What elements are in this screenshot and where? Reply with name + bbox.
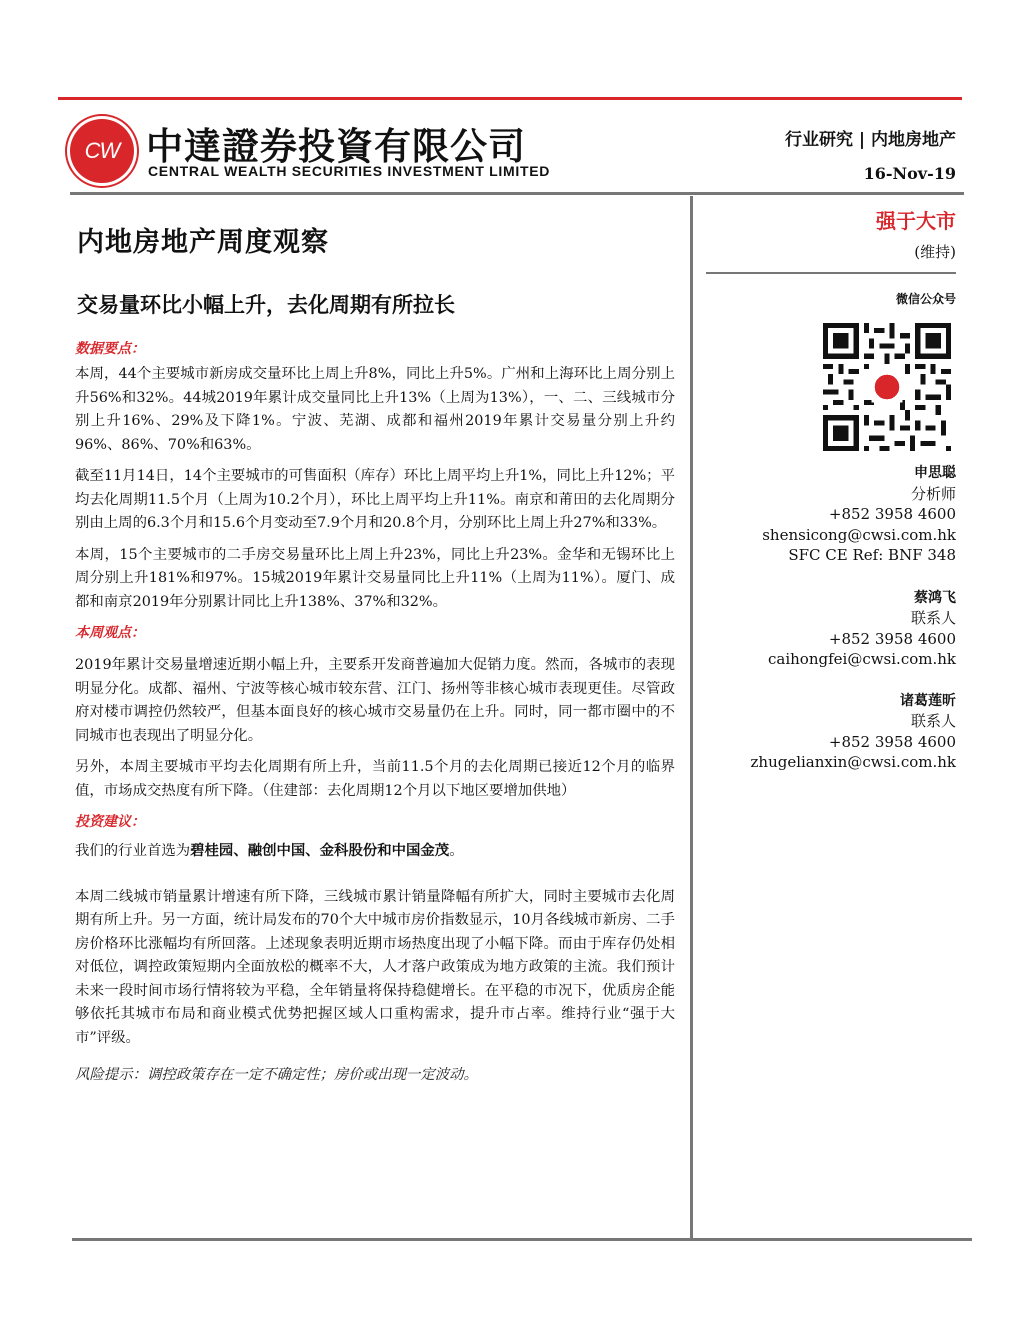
sidebar-divider: [706, 272, 956, 274]
contact-role: 分析师: [910, 484, 956, 503]
advice-heading: 投资建议：: [75, 814, 145, 830]
contact-name: 诸葛莲昕: [900, 692, 956, 709]
company-name-en: CENTRAL WEALTH SECURITIES INVESTMENT LIMITED: [148, 163, 551, 179]
advice-intro: [75, 839, 675, 864]
view-heading: 本周观点：: [75, 625, 145, 641]
report-title: 内地房地产周度观察: [77, 227, 329, 258]
rating-note: (维持): [914, 243, 956, 261]
contact-role: 联系人: [910, 609, 956, 627]
contact-phone: +852 3958 4600: [828, 505, 956, 523]
company-name-cn: 中達證券投資有限公司: [146, 125, 526, 168]
contact-card: [706, 691, 956, 773]
wechat-qr-code[interactable]: [823, 323, 951, 451]
rating-label: 强于大市: [876, 209, 956, 233]
header-divider: [70, 192, 964, 195]
logo-text: CW: [84, 138, 120, 163]
column-divider: [690, 196, 693, 1240]
contact-name: 申思聪: [914, 465, 956, 481]
contact-phone: +852 3958 4600: [828, 732, 956, 751]
data-paragraph-1: 本周，44个主要城市新房成交量环比上周上升8%，同比上升5%。广州和上海环比上周分别上升56%和32%。44城2019年累计成交量同比上升13%（上周为13%），一、二、三线城市分别上升16%、29%及下降1%。宁波、芜湖、成都和福州2019年累计交易量分别上升约96%、86%、70%和63%。: [75, 366, 675, 453]
top-picks: 碧桂园、融创中国、金科股份和中国金茂: [190, 842, 450, 859]
report-subtitle: 交易量环比小幅上升，去化周期有所拉长: [77, 293, 455, 317]
advice-intro-prefix: 我们的行业首选为: [75, 843, 191, 859]
report-date: 16-Nov-19: [863, 164, 956, 183]
main-column: [75, 210, 675, 1084]
contact-license: SFC CE Ref: BNF 348: [788, 546, 956, 564]
data-paragraph-2: 截至11月14日，14个主要城市的可售面积（库存）环比上周平均上升1%，同比上升12%；平均去化周期11.5个月（上周为10.2个月），环比上周平均上升11%。南京和莆田的去化周期分别由上周的6.3个月和15.6个月变动至7.9个月和20.8个月，分别环比上周上升27%和33%。: [75, 468, 675, 531]
advice-intro-suffix: 。: [449, 843, 464, 859]
report-category: 行业研究 | 内地房地产: [784, 130, 956, 150]
contact-role: 联系人: [910, 712, 956, 730]
sidebar: [706, 205, 956, 773]
data-paragraph-3: 本周，15个主要城市的二手房交易量环比上周上升23%，同比上升23%。金华和无锡环比上周分别上升181%和97%。15城2019年累计交易量同比上升11%（上周为11%）。厦门、成都和南京2019年分别累计同比上升138%、37%和32%。: [75, 546, 675, 610]
footer-divider: [72, 1238, 972, 1241]
top-red-rule: [58, 97, 962, 100]
contact-name: 蔡鸿飞: [914, 589, 956, 606]
contact-card: [706, 588, 956, 670]
view-paragraph-2: 另外，本周主要城市平均去化周期有所上升，当前11.5个月的去化周期已接近12个月的临界值，市场成交热度有所下降。（住建部：去化周期12个月以下地区要增加供地）: [75, 759, 675, 799]
contact-phone: +852 3958 4600: [828, 629, 956, 648]
contact-email[interactable]: zhugelianxin@cwsi.com.hk: [750, 753, 956, 771]
data-points-heading: 数据要点：: [75, 341, 145, 357]
advice-paragraph: 本周二线城市销量累计增速有所下降，三线城市累计销量降幅有所扩大，同时主要城市去化周期有所上升。另一方面，统计局发布的70个大中城市房价指数显示，10月各线城市新房、二手房价格环比涨幅均有所回落。上述现象表明近期市场热度出现了小幅下降。而由于库存仍处相对低位，调控政策短期内全面放松的概率不大，人才落户政策成为地方政策的主流。我们预计未来一段时间市场行情将较为平稳，全年销量将保持稳健增长。在平稳的市况下，优质房企能够依托其城市布局和商业模式优势把握区域人口重构需求，提升市占率。维持行业“强于大市”评级。: [75, 888, 675, 1046]
contact-card: [706, 463, 956, 566]
contact-email[interactable]: caihongfei@cwsi.com.hk: [768, 650, 956, 668]
wechat-label: 微信公众号: [895, 292, 956, 306]
risk-warning: 风险提示：调控政策存在一定不确定性；房价或出现一定波动。: [75, 1067, 478, 1083]
contact-email[interactable]: shensicong@cwsi.com.hk: [762, 525, 956, 544]
view-paragraph-1: 2019年累计交易量增速近期小幅上升，主要系开发商普遍加大促销力度。然而，各城市的表现明显分化。成都、福州、宁波等核心城市较东营、江门、扬州等非核心城市表现更佳。尽管政府对楼市调控仍然较严，但基本面良好的核心城市交易量仍在上升。同时，同一都市圈中的不同城市也表现出了明显分化。: [75, 657, 675, 744]
company-logo: [70, 119, 134, 183]
